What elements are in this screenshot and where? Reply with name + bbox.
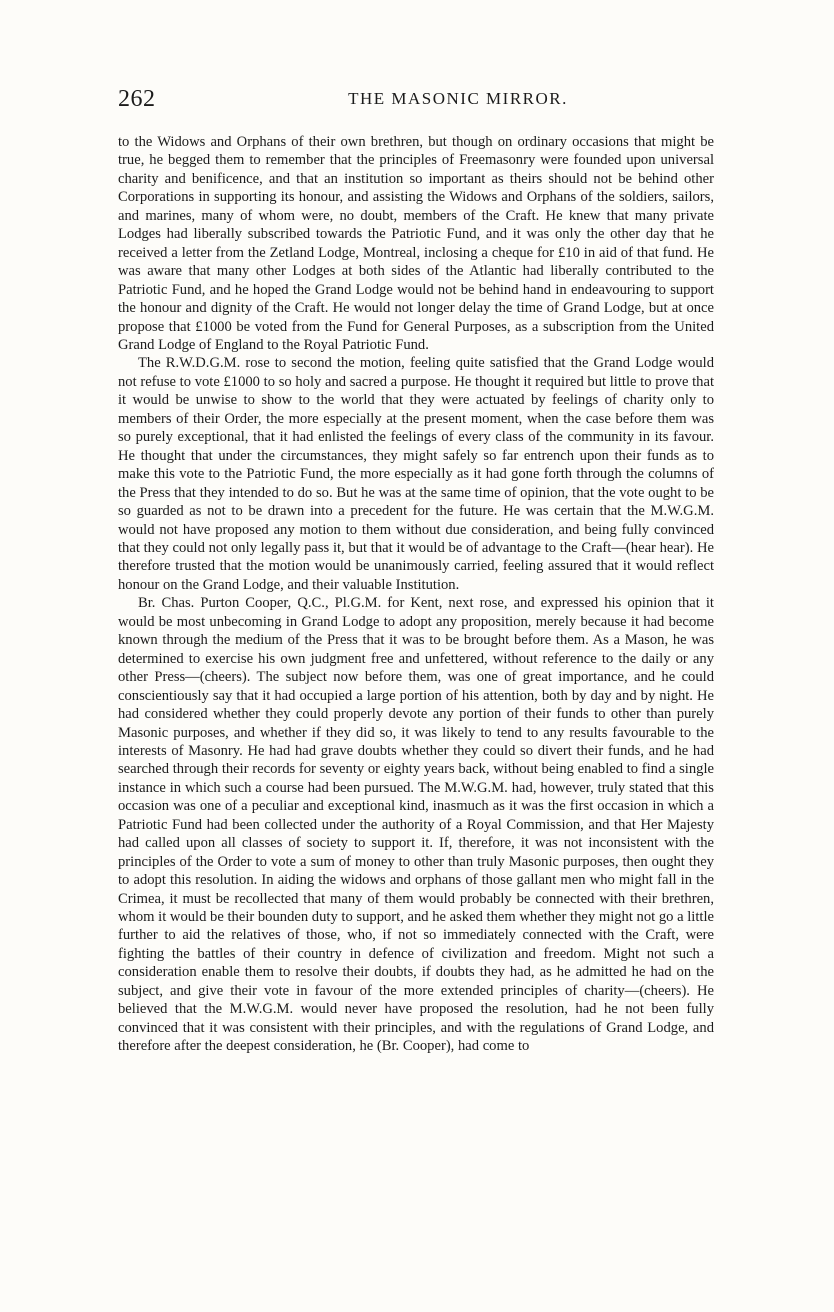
journal-title: THE MASONIC MIRROR.: [348, 89, 568, 108]
running-head: [118, 86, 714, 120]
paragraph-br-cooper-speech: Br. Chas. Purton Cooper, Q.C., Pl.G.M. for Kent, next rose, and expressed his opinion that it would be most unbecoming in Grand Lodge to adopt any proposition, merely because it had become known through the medium of the Press that it was to be brought before them. As a Mason, he was determined to exercise his own judgment free and unfettered, without reference to the daily or any other Press—(cheers). The subject now before them, was one of great importance, and he could conscientiously say that it had occupied a large portion of his attention, both by day and by night. He had considered whether they could properly devote any portion of their funds to other than purely Masonic purposes, and whether if they did so, it was likely to tend to any results favourable to the interests of Masonry. He had had grave doubts whether they could so divert their funds, and he had searched through their records for seventy or eighty years back, without being enabled to find a single instance in which such a course had been pursued. The M.W.G.M. had, however, truly stated that this occasion was one of a peculiar and exceptional kind, inasmuch as it was the first occasion in which a Patriotic Fund had been collected under the authority of a Royal Commission, and that Her Majesty had called upon all classes of society to support it. If, therefore, it was not inconsistent with the principles of the Order to vote a sum of money to other than truly Masonic purposes, then ought they to adopt this resolution. In aiding the widows and orphans of those gallant men who might fall in the Crimea, it must be recollected that many of them would probably be connected with their brethren, whom it would be their bounden duty to support, and he asked them whether they might not go a little further to aid the relatives of those, who, if not so immediately connected with the Craft, were fighting the battles of their country in defence of civilization and freedom. Might not such a consideration enable them to resolve their doubts, if doubts they had, as he admitted he had on the subject, and give their vote in favour of the more extended principles of charity—(cheers). He believed that the M.W.G.M. would never have proposed the resolution, had he not been fully convinced that it was consistent with their principles, and with the regulations of Grand Lodge, and therefore after the deepest consideration, he (Br. Cooper), had come to: [118, 595, 714, 1055]
article-body: [118, 133, 714, 1056]
page-number: 262: [118, 86, 156, 112]
paragraph-continuation: to the Widows and Orphans of their own brethren, but though on ordinary occasions that might be true, he begged them to remember that the principles of Freemasonry were founded upon universal charity and benificence, and that an institution so important as theirs should not be behind other Corporations in supporting its honour, and assisting the Widows and Orphans of the soldiers, sailors, and marines, many of whom were, no doubt, members of the Craft. He knew that many private Lodges had liberally subscribed towards the Patriotic Fund, and it was only the other day that he received a letter from the Zetland Lodge, Montreal, inclosing a cheque for £10 in aid of that fund. He was aware that many other Lodges at both sides of the Atlantic had liberally contributed to the Patriotic Fund, and he hoped the Grand Lodge would not be behind hand in endeavouring to support the honour and dignity of the Craft. He would not longer delay the time of Grand Lodge, but at once propose that £1000 be voted from the Fund for General Purposes, as a subscription from the United Grand Lodge of England to the Royal Patriotic Fund.: [118, 134, 714, 353]
paragraph-rwdgm-seconds-motion: The R.W.D.G.M. rose to second the motion, feeling quite satisfied that the Grand Lodge would not refuse to vote £1000 to so holy and sacred a purpose. He thought it required but little to prove that it would be unwise to show to the world that they were actuated by feelings of charity only to members of their Order, the more especially at the present moment, when the case before them was so purely exceptional, that it had enlisted the feelings of every class of the community in its favour. He thought that under the circumstances, they might safely so far entrench upon their funds as to make this vote to the Patriotic Fund, the more especially as it had gone forth through the columns of the Press that they intended to do so. But he was at the same time of opinion, that the vote ought to be so guarded as not to be drawn into a precedent for the future. He was certain that the M.W.G.M. would not have proposed any motion to them without due consideration, and being fully convinced that they could not only legally pass it, but that it would be of advantage to the Craft—(hear hear). He therefore trusted that the motion would be unanimously carried, feeling assured that it would reflect honour on the Grand Lodge, and their valuable Institution.: [118, 355, 714, 593]
